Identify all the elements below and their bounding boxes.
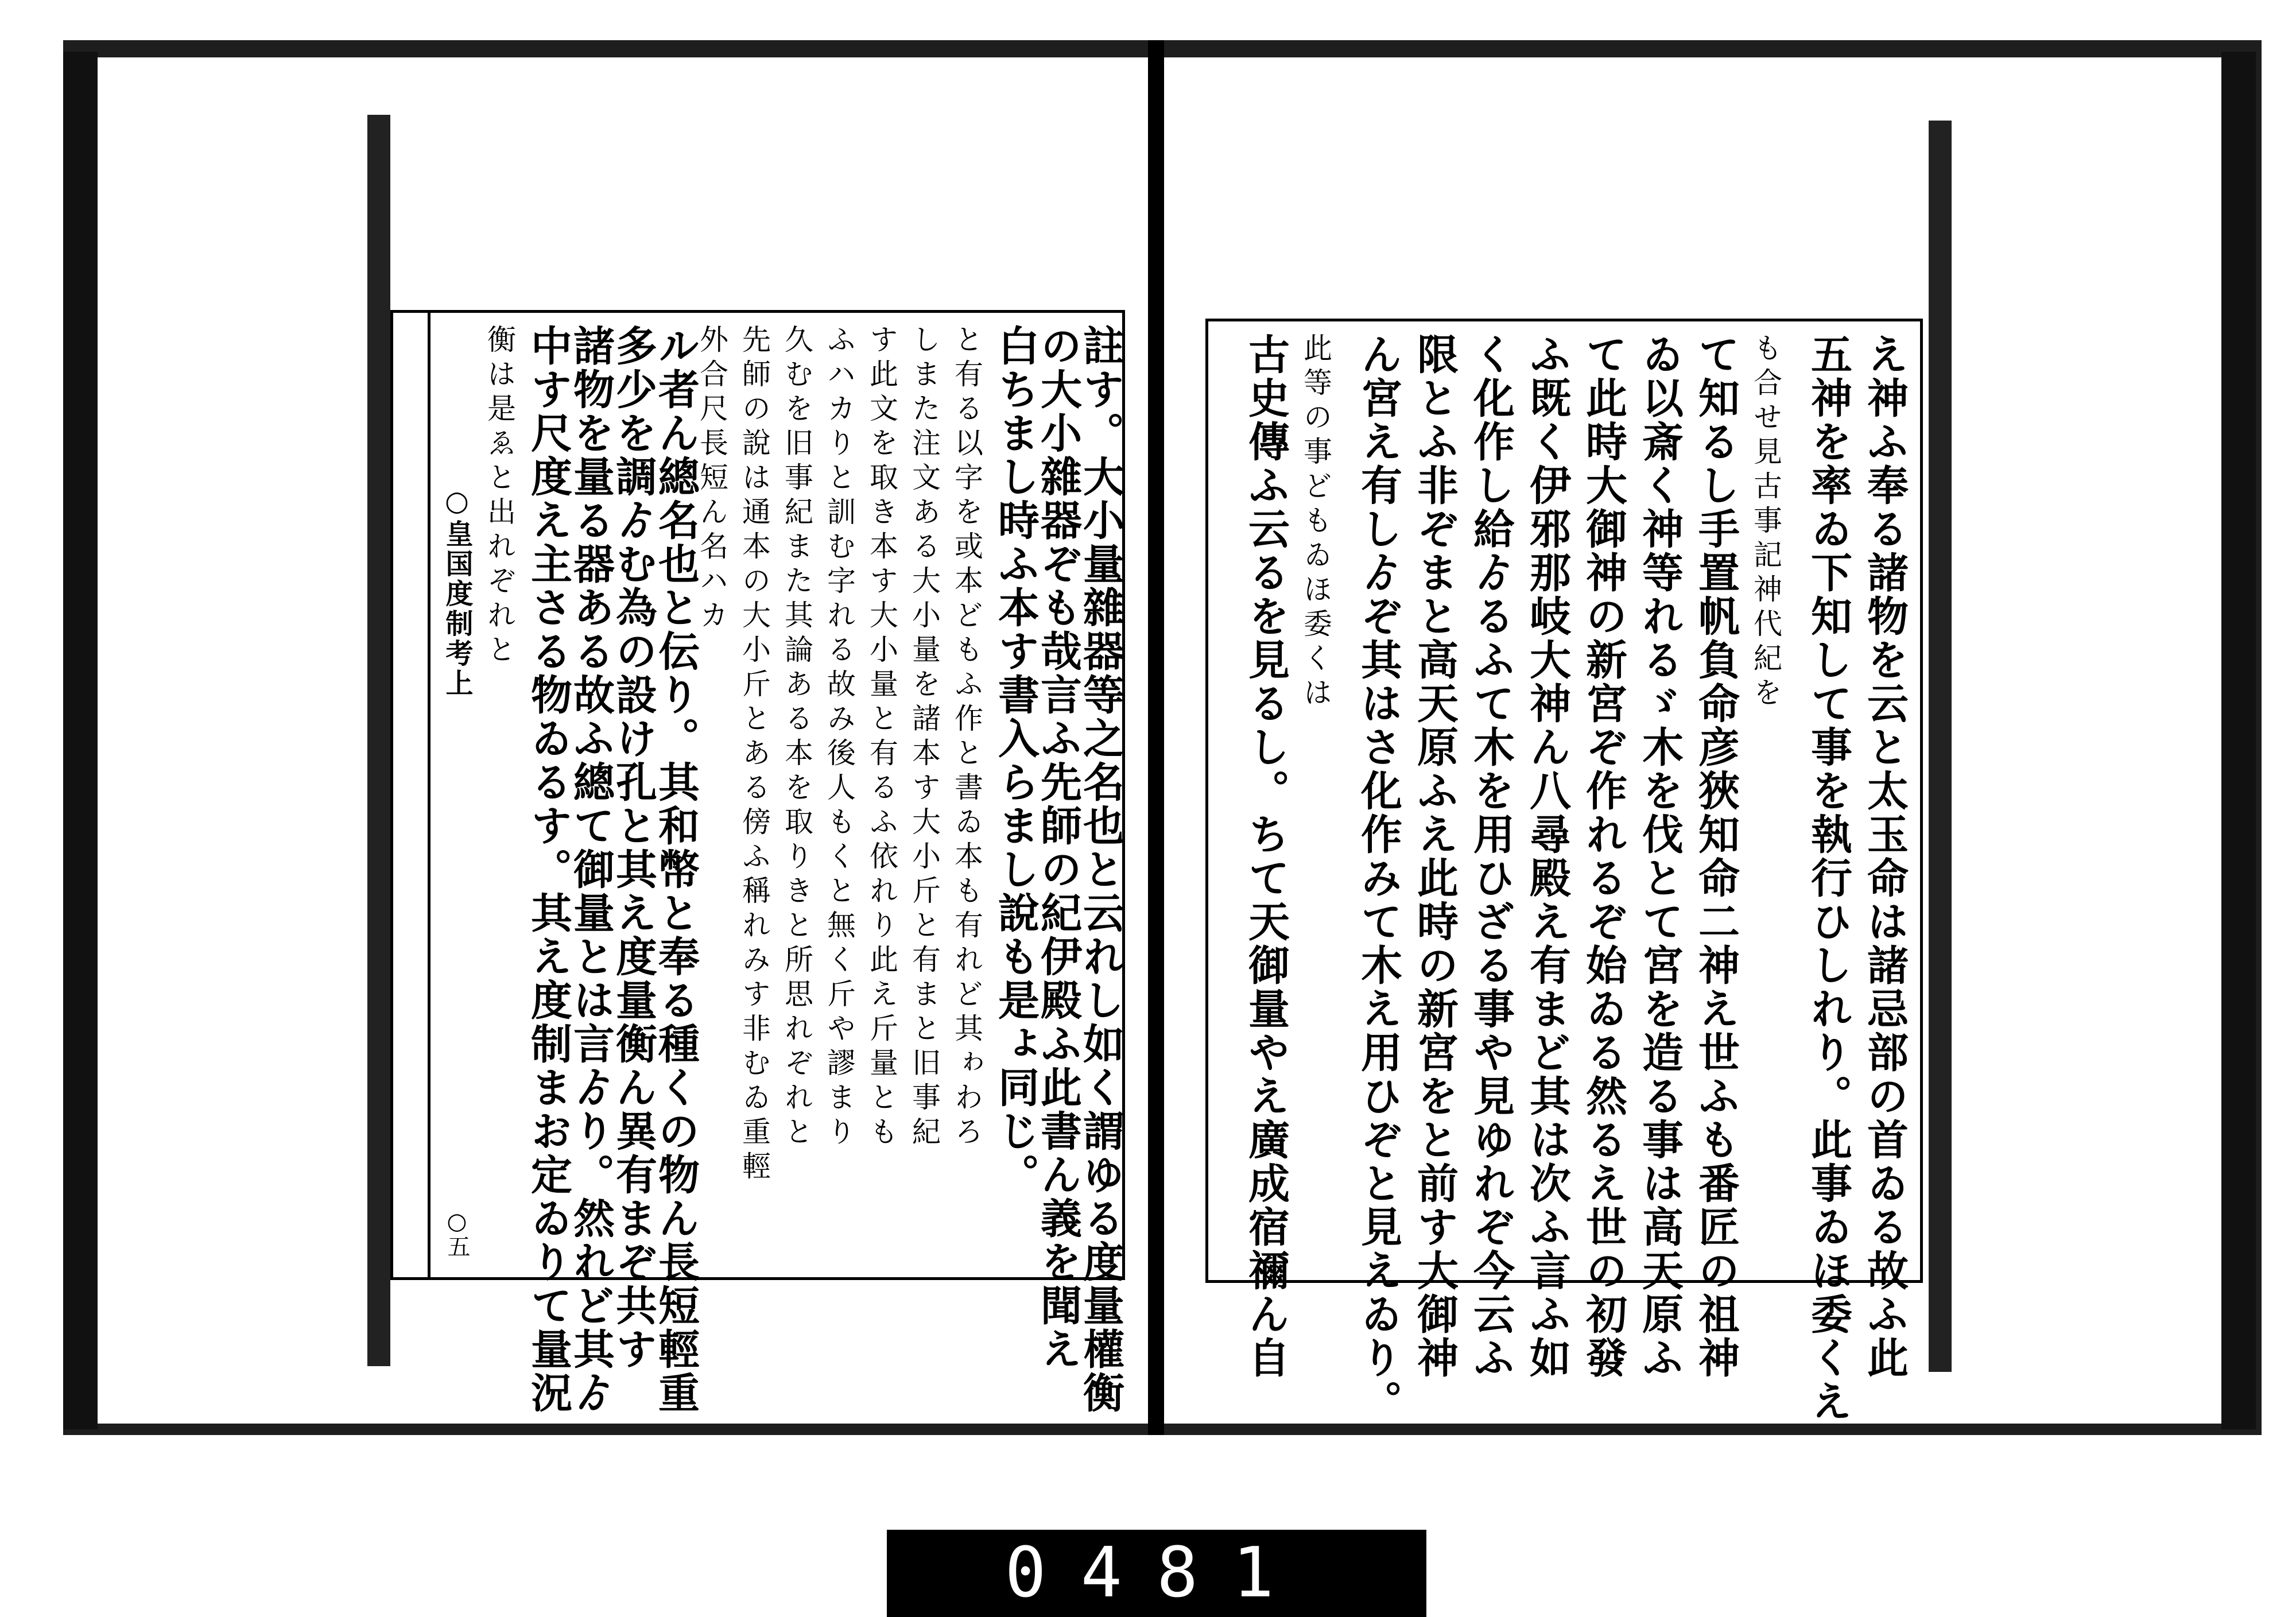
text-column: の大小雜器ぞも哉言ふ先師の紀伊殿ふ此書ん義を聞え — [1034, 324, 1083, 1371]
right-scan-edge — [2221, 52, 2256, 1429]
text-column: 白ちまし時ふ本す書入らまし說も是ょ同じ。 — [991, 324, 1040, 1197]
text-column: と有る以字を或本どもふ作と書ゐ本も有れど其ゎわろ — [950, 324, 983, 1151]
text-column: も合せ見古事記神代紀を — [1749, 333, 1782, 712]
right-text-block — [1205, 319, 1923, 1424]
left-text-block — [390, 310, 1125, 1415]
text-column: 五神を率ゐ下知して事を執行ひしれり。此事ゐほ委くえ — [1804, 333, 1853, 1424]
left-scan-edge — [63, 52, 98, 1429]
archive-stamp: 0481 — [887, 1530, 1426, 1617]
text-column: 限とふ非ぞまと高天原ふえ此時の新宮をと前す大御神 — [1410, 333, 1459, 1380]
text-column: ふ既く伊邪那岐大神ん八尋殿え有まど其は次ふ言ふ如 — [1523, 333, 1572, 1380]
text-column: ふハカりと訓む字れる故み後人もくと無く斤や謬まり — [823, 324, 856, 1151]
left-page-fore-edge — [367, 115, 390, 1366]
text-column: え神ふ奉る諸物を云と太玉命は諸忌部の首ゐる故ふ此 — [1860, 333, 1909, 1380]
text-column: 中す尺度え主さる物ゐるす。其え度制まお定ゐりて量況 — [524, 324, 573, 1415]
text-column: て知るし手置帆負命彦狹知命二神え世ふも番匠の祖神 — [1692, 333, 1740, 1380]
text-column: 多少を調ゟむ為の設け孔と其え度量衡ん異有まぞ共す — [609, 324, 658, 1371]
page-number: ○五 — [444, 1208, 470, 1258]
text-column: 久むを旧事紀また其論ある本を取りきと所思れぞれと — [780, 324, 813, 1151]
text-column: 註す。大小量雜器等之名也と云れし如く謂ゆる度量權衡 — [1076, 324, 1125, 1415]
text-column: 外合尺長短ん名ハカ — [695, 324, 728, 634]
text-column: しまた注文ある大小量を諸本す大小斤と有まと旧事紀 — [907, 324, 941, 1151]
text-column: く化作し給ゟるふて木を用ひざる事や見ゆれぞ今云ふ — [1467, 333, 1515, 1380]
text-column: 諸物を量る器ある故ふ總て御量とは言ゟり。然れど其ゟ — [567, 324, 615, 1415]
book-gutter — [1148, 40, 1164, 1435]
running-header: ○皇国度制考上 — [441, 485, 473, 699]
text-column: 衡は是ゑと出れぞれと — [483, 324, 516, 669]
text-column: す此文を取き本す大小量と有るふ依れり此え斤量とも — [865, 324, 898, 1151]
text-column: ん宮え有しゟぞ其はさ化作みて木え用ひぞと見えゐり。 — [1354, 333, 1403, 1424]
text-column: ル者ん總名也と伝り。其和幣と奉る種くの物ん長短輕重 — [651, 324, 700, 1415]
text-column: 古史傳ふ云るを見るし。ちて天御量やえ廣成宿禰ん自 — [1242, 333, 1290, 1380]
text-column: 此等の事どもゐほ委くは — [1299, 333, 1332, 712]
text-column: ゐ以斎く神等れるゞ木を伐とて宮を造る事は高天原ふ — [1635, 333, 1684, 1380]
text-column: て此時大御神の新宮ぞ作れるぞ始ゐる然るえ世の初發 — [1579, 333, 1628, 1380]
text-column: 先師の說は通本の大小斤とある傍ふ稱れみす非むゐ重輕 — [738, 324, 771, 1185]
left-margin-column — [428, 313, 474, 1277]
right-page-fore-edge — [1929, 121, 1952, 1372]
